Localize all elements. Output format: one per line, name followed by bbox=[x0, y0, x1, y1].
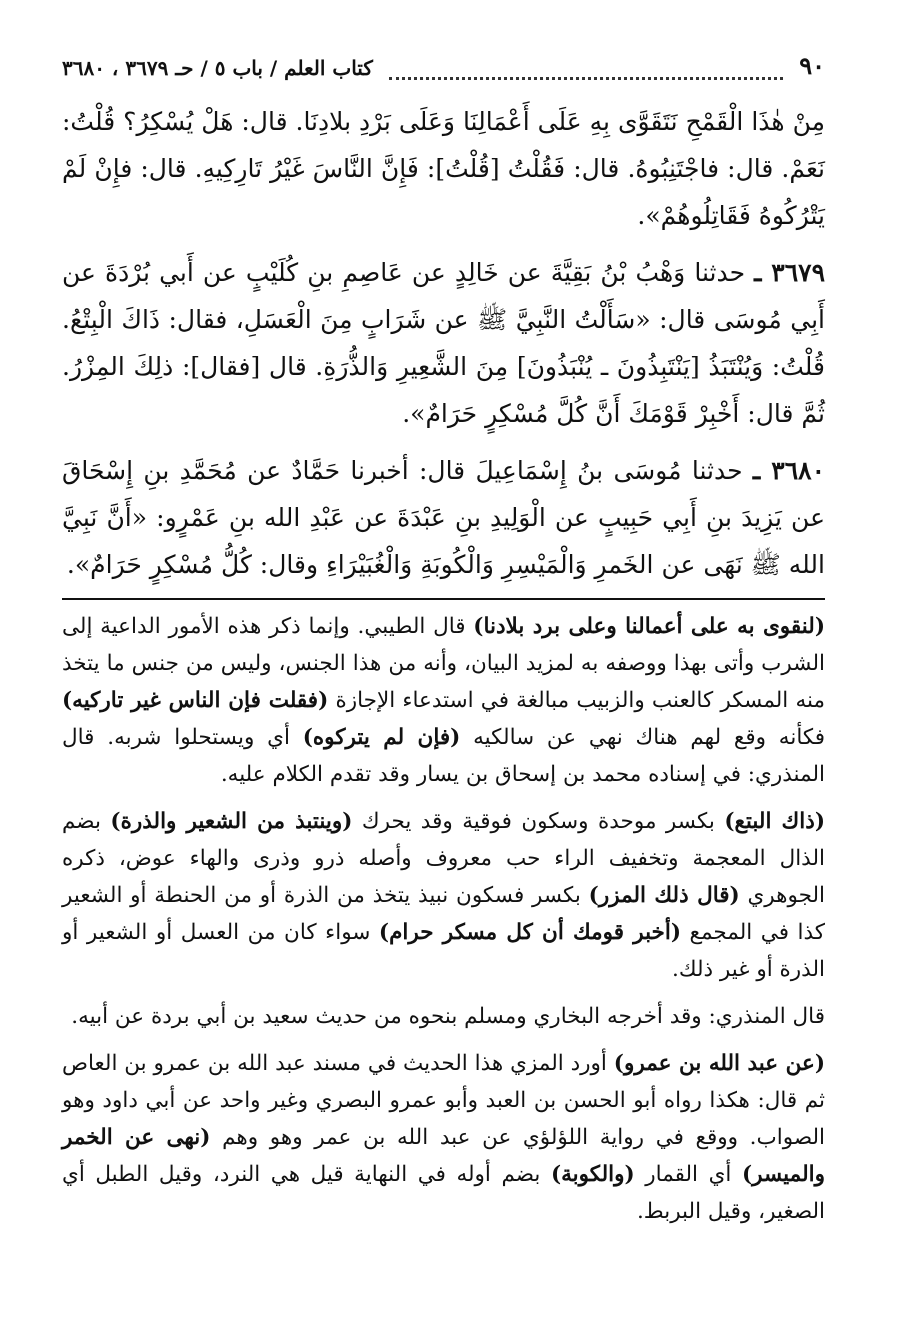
commentary-text: قال الطيبي. وإنما ذكر هذه الأمور الداعية إلى الشرب وأتى بهذا ووصفه به لمزيد البيان، وأنه من هذا الجنس، وليس من جنس ما يتخذ منه المسكر كالعنب والزبيب مبالغة في استدعاء الإجازة bbox=[62, 614, 825, 713]
hadith-number: ٣٦٧٩ ـ bbox=[754, 258, 825, 287]
commentary-text: سواء كان من العسل أو الشعير أو الذرة أو غير ذلك. bbox=[62, 920, 825, 982]
quoted-phrase: (ذاك البتع) bbox=[724, 809, 825, 834]
quoted-phrase: (فإن لم يتركوه) bbox=[302, 725, 461, 750]
quoted-phrase: (لنقوى به على أعمالنا وعلى برد بلادنا) bbox=[473, 614, 825, 639]
commentary-paragraph-1 bbox=[62, 608, 825, 793]
commentary-text: أي القمار bbox=[634, 1162, 742, 1187]
quoted-phrase: (أخبر قومك أن كل مسكر حرام) bbox=[378, 920, 681, 945]
hadith-body: حدثنا مُوسَى بنُ إِسْمَاعِيلَ قال: أخبرنا حَمَّادٌ عن مُحَمَّدِ بنِ إِسْحَاقَ عن يَزِيدَ بنِ أَبِي حَبِيبٍ عن الْوَلِيدِ بنِ عَبْدَةَ عن عَبْدِ الله بنِ عَمْرٍو: «أَنَّ نَبِيَّ الله ﷺ نَهَى عن الخَمرِ وَالْمَيْسِرِ وَالْكُوبَةِ وَالْغُبَيْرَاءِ وقال: كُلُّ مُسْكِرٍ حَرَامٌ». bbox=[62, 456, 825, 579]
page-header bbox=[62, 44, 825, 80]
commentary-text: فكأنه وقع لهم هناك نهي عن سالكيه bbox=[460, 725, 826, 750]
hadith-3678-continuation: مِنْ هٰذَا الْقَمْحِ نَتَقَوَّى بِهِ عَلَى أَعْمَالِنَا وَعَلَى بَرْدِ بلادِنَا. قال: هَلْ يُسْكِرُ؟ قُلْتُ: نَعَمْ. قال: فاجْتَنِبُوهُ. قال: فَقُلْتُ [قُلْتُ]: فَإِنَّ النَّاسَ غَيْرُ تَارِكِيهِ. قال: فإِنْ لَمْ يَتْرُكُوهُ فَقَاتِلُوهُمْ». bbox=[62, 107, 825, 230]
commentary-text: بكسر فسكون نبيذ يتخذ من الذرة أو من الحنطة أو الشعير كذا في المجمع bbox=[62, 883, 826, 945]
quoted-phrase: (عن عبد الله بن عمرو) bbox=[613, 1051, 825, 1076]
commentary-text: بضم أوله في النهاية قيل هي النرد، وقيل الطبل أي الصغير، وقيل البربط. bbox=[62, 1162, 825, 1224]
hadith-3680 bbox=[62, 447, 825, 588]
commentary-text: أي ويستحلوا شربه. قال المنذري: في إسناده محمد بن إسحاق بن يسار وقد تقدم الكلام عليه. bbox=[62, 725, 825, 787]
commentary-paragraph-2 bbox=[62, 803, 825, 988]
section-divider bbox=[62, 598, 825, 600]
commentary-text: أورد المزي هذا الحديث في مسند عبد الله بن عمرو بن العاص ثم قال: هكذا رواه أبو الحسن بن العبد وأبو عمرو البصري وغير واحد عن أبي داود وهو الصواب. ووقع في رواية اللؤلؤي عن عبد الله بن عمر وهو وهم bbox=[62, 1051, 825, 1150]
quoted-phrase: (وينتبذ من الشعير والذرة) bbox=[110, 809, 353, 834]
quoted-phrase: (قال ذلك المزر) bbox=[588, 883, 740, 908]
page-number: ٩٠ bbox=[799, 51, 825, 80]
commentary-section bbox=[62, 608, 825, 1230]
commentary-text: بضم الذال المعجمة وتخفيف الراء حب معروف وأصله ذرو وذرى والهاء عوض، ذكره الجوهري bbox=[62, 809, 825, 908]
quoted-phrase: (والكوبة) bbox=[550, 1162, 635, 1187]
hadith-text bbox=[62, 98, 825, 588]
quoted-phrase: (فقلت فإن الناس غير تاركيه) bbox=[62, 688, 329, 713]
hadith-number: ٣٦٨٠ ـ bbox=[752, 456, 826, 485]
commentary-paragraph-3: قال المنذري: وقد أخرجه البخاري ومسلم بنحوه من حديث سعيد بن أبي بردة عن أبيه. bbox=[71, 1004, 825, 1029]
commentary-text: بكسر موحدة وسكون فوقية وقد يحرك bbox=[352, 809, 725, 834]
quoted-phrase: (نهى عن الخمر والميسر) bbox=[62, 1125, 825, 1187]
hadith-3679 bbox=[62, 249, 825, 437]
running-title: كتاب العلم / باب ٥ / حـ ٣٦٧٩ ، ٣٦٨٠ bbox=[62, 56, 373, 80]
hadith-body: حدثنا وَهْبُ بْنُ بَقِيَّةَ عن خَالِدٍ عن عَاصِمِ بنِ كُلَيْبٍ عن أَبي بُرْدَةَ عن أَبِي مُوسَى قال: «سَأَلْتُ النَّبِيَّ ﷺ عن شَرَابٍ مِنَ الْعَسَلِ، فقال: ذَاكَ الْبِتْعُ. قُلْتُ: وَيُنْتَبَذُ [يَنْتَبِذُونَ ـ يُنْبَذُونَ] مِنَ الشَّعِيرِ وَالذُّرَةِ. قال [فقال]: ذلِكَ المِزْرُ. ثُمَّ قال: أَخْبِرْ قَوْمَكَ أَنَّ كُلَّ مُسْكِرٍ حَرَامٌ». bbox=[62, 258, 825, 428]
commentary-paragraph-4 bbox=[62, 1045, 825, 1230]
header-dotted-leader bbox=[389, 61, 783, 80]
